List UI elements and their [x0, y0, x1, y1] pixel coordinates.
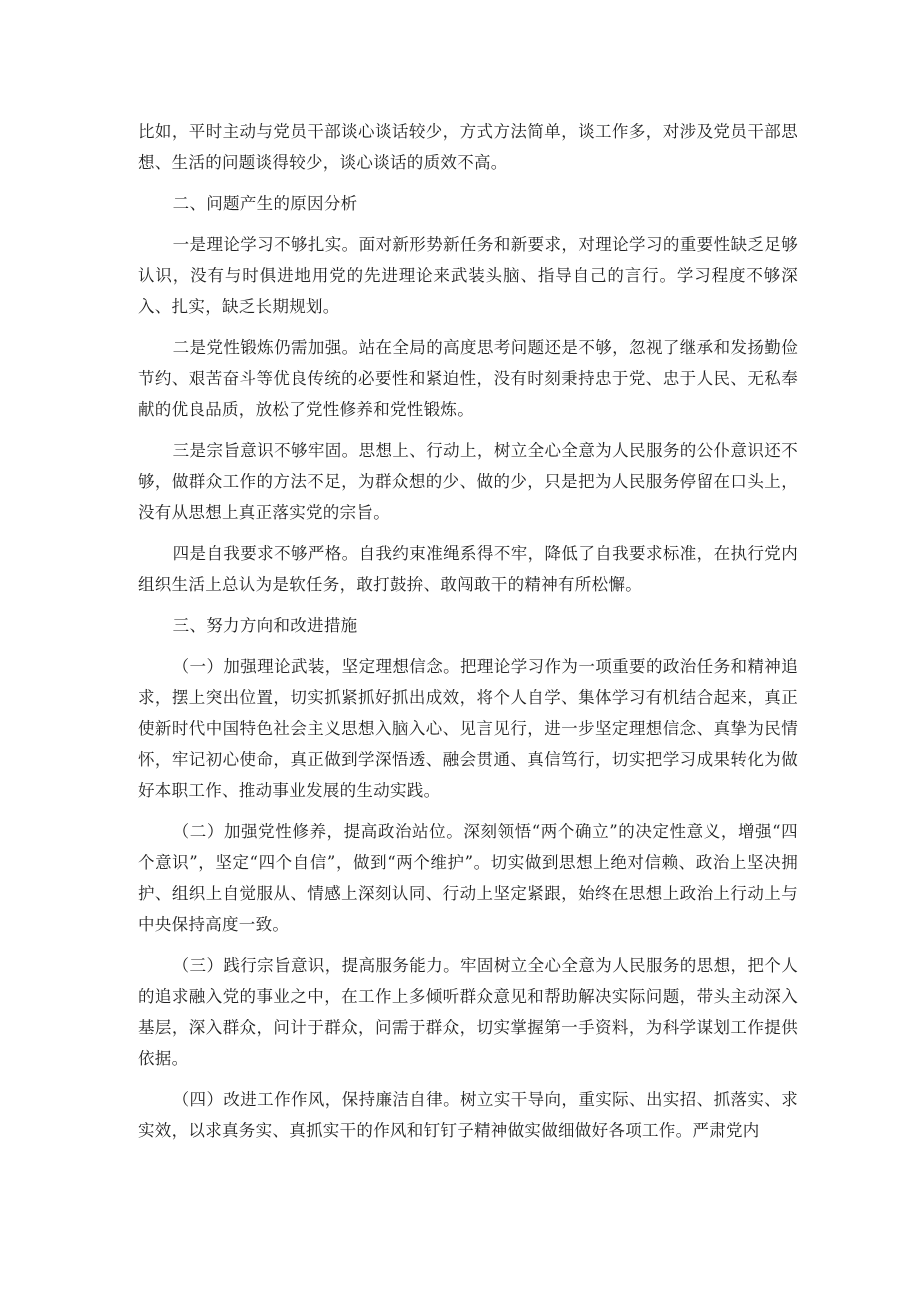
section-heading-improvement: 三、努力方向和改进措施 — [172, 616, 358, 635]
section-heading-cause-analysis: 二、问题产生的原因分析 — [172, 194, 358, 213]
paragraph-measure-3: （三）践行宗旨意识，提高服务能力。牢固树立全心全意为人民服务的思想，把个人的追求融入党的事业之中，在工作上多倾听群众意见和帮助解决实际问题，带头主动深入基层，深入群众，问计于群众，问需于群众，切实掌握第一手资料，为科学谋划工作提供依据。 — [138, 956, 798, 1068]
paragraph-measure-4: （四）改进工作作风，保持廉洁自律。树立实干导向，重实际、出实招、抓落实、求实效，以求真务实、真抓实干的作风和钉钉子精神做实做细做好各项工作。严肃党内 — [138, 1090, 798, 1140]
paragraph-measure-2: （二）加强党性修养，提高政治站位。深刻领悟“两个确立”的决定性意义，增强“四个意识”，坚定“四个自信”，做到“两个维护”。切实做到思想上绝对信赖、政治上坚决拥护、组织上自觉服从、情感上深刻认同、行动上坚定紧跟，始终在思想上政治上行动上与中央保持高度一致。 — [138, 822, 798, 934]
document-body — [138, 116, 798, 1156]
paragraph-party-spirit: 二是党性锻炼仍需加强。站在全局的高度思考问题还是不够，忽视了继承和发扬勤俭节约、艰苦奋斗等优良传统的必要性和紧迫性，没有时刻秉持忠于党、忠于人民、无私奉献的优良品质，放松了党性修养和党性锻炼。 — [138, 338, 798, 419]
paragraph-measure-1: （一）加强理论武装，坚定理想信念。把理论学习作为一项重要的政治任务和精神追求，摆上突出位置，切实抓紧抓好抓出成效，将个人自学、集体学习有机结合起来，真正使新时代中国特色社会主义思想入脑入心、见言见行，进一步坚定理想信念、真挚为民情怀，牢记初心使命，真正做到学深悟透、融会贯通、真信笃行，切实把学习成果转化为做好本职工作、推动事业发展的生动实践。 — [138, 657, 798, 800]
paragraph-self-discipline: 四是自我要求不够严格。自我约束准绳系得不牢，降低了自我要求标准，在执行党内组织生活上总认为是软任务，敢打鼓拚、敢闯敢干的精神有所松懈。 — [138, 544, 798, 594]
paragraph-purpose-awareness: 三是宗旨意识不够牢固。思想上、行动上，树立全心全意为人民服务的公仆意识还不够，做群众工作的方法不足，为群众想的少、做的少，只是把为人民服务停留在口头上，没有从思想上真正落实党的宗旨。 — [138, 441, 798, 522]
paragraph-theory-study: 一是理论学习不够扎实。面对新形势新任务和新要求，对理论学习的重要性缺乏足够认识，没有与时俱进地用党的先进理论来武装头脑、指导自己的言行。学习程度不够深入、扎实，缺乏长期规划。 — [138, 235, 798, 316]
paragraph-continuation: 比如，平时主动与党员干部谈心谈话较少，方式方法简单，谈工作多，对涉及党员干部思想、生活的问题谈得较少，谈心谈话的质效不高。 — [138, 122, 798, 172]
